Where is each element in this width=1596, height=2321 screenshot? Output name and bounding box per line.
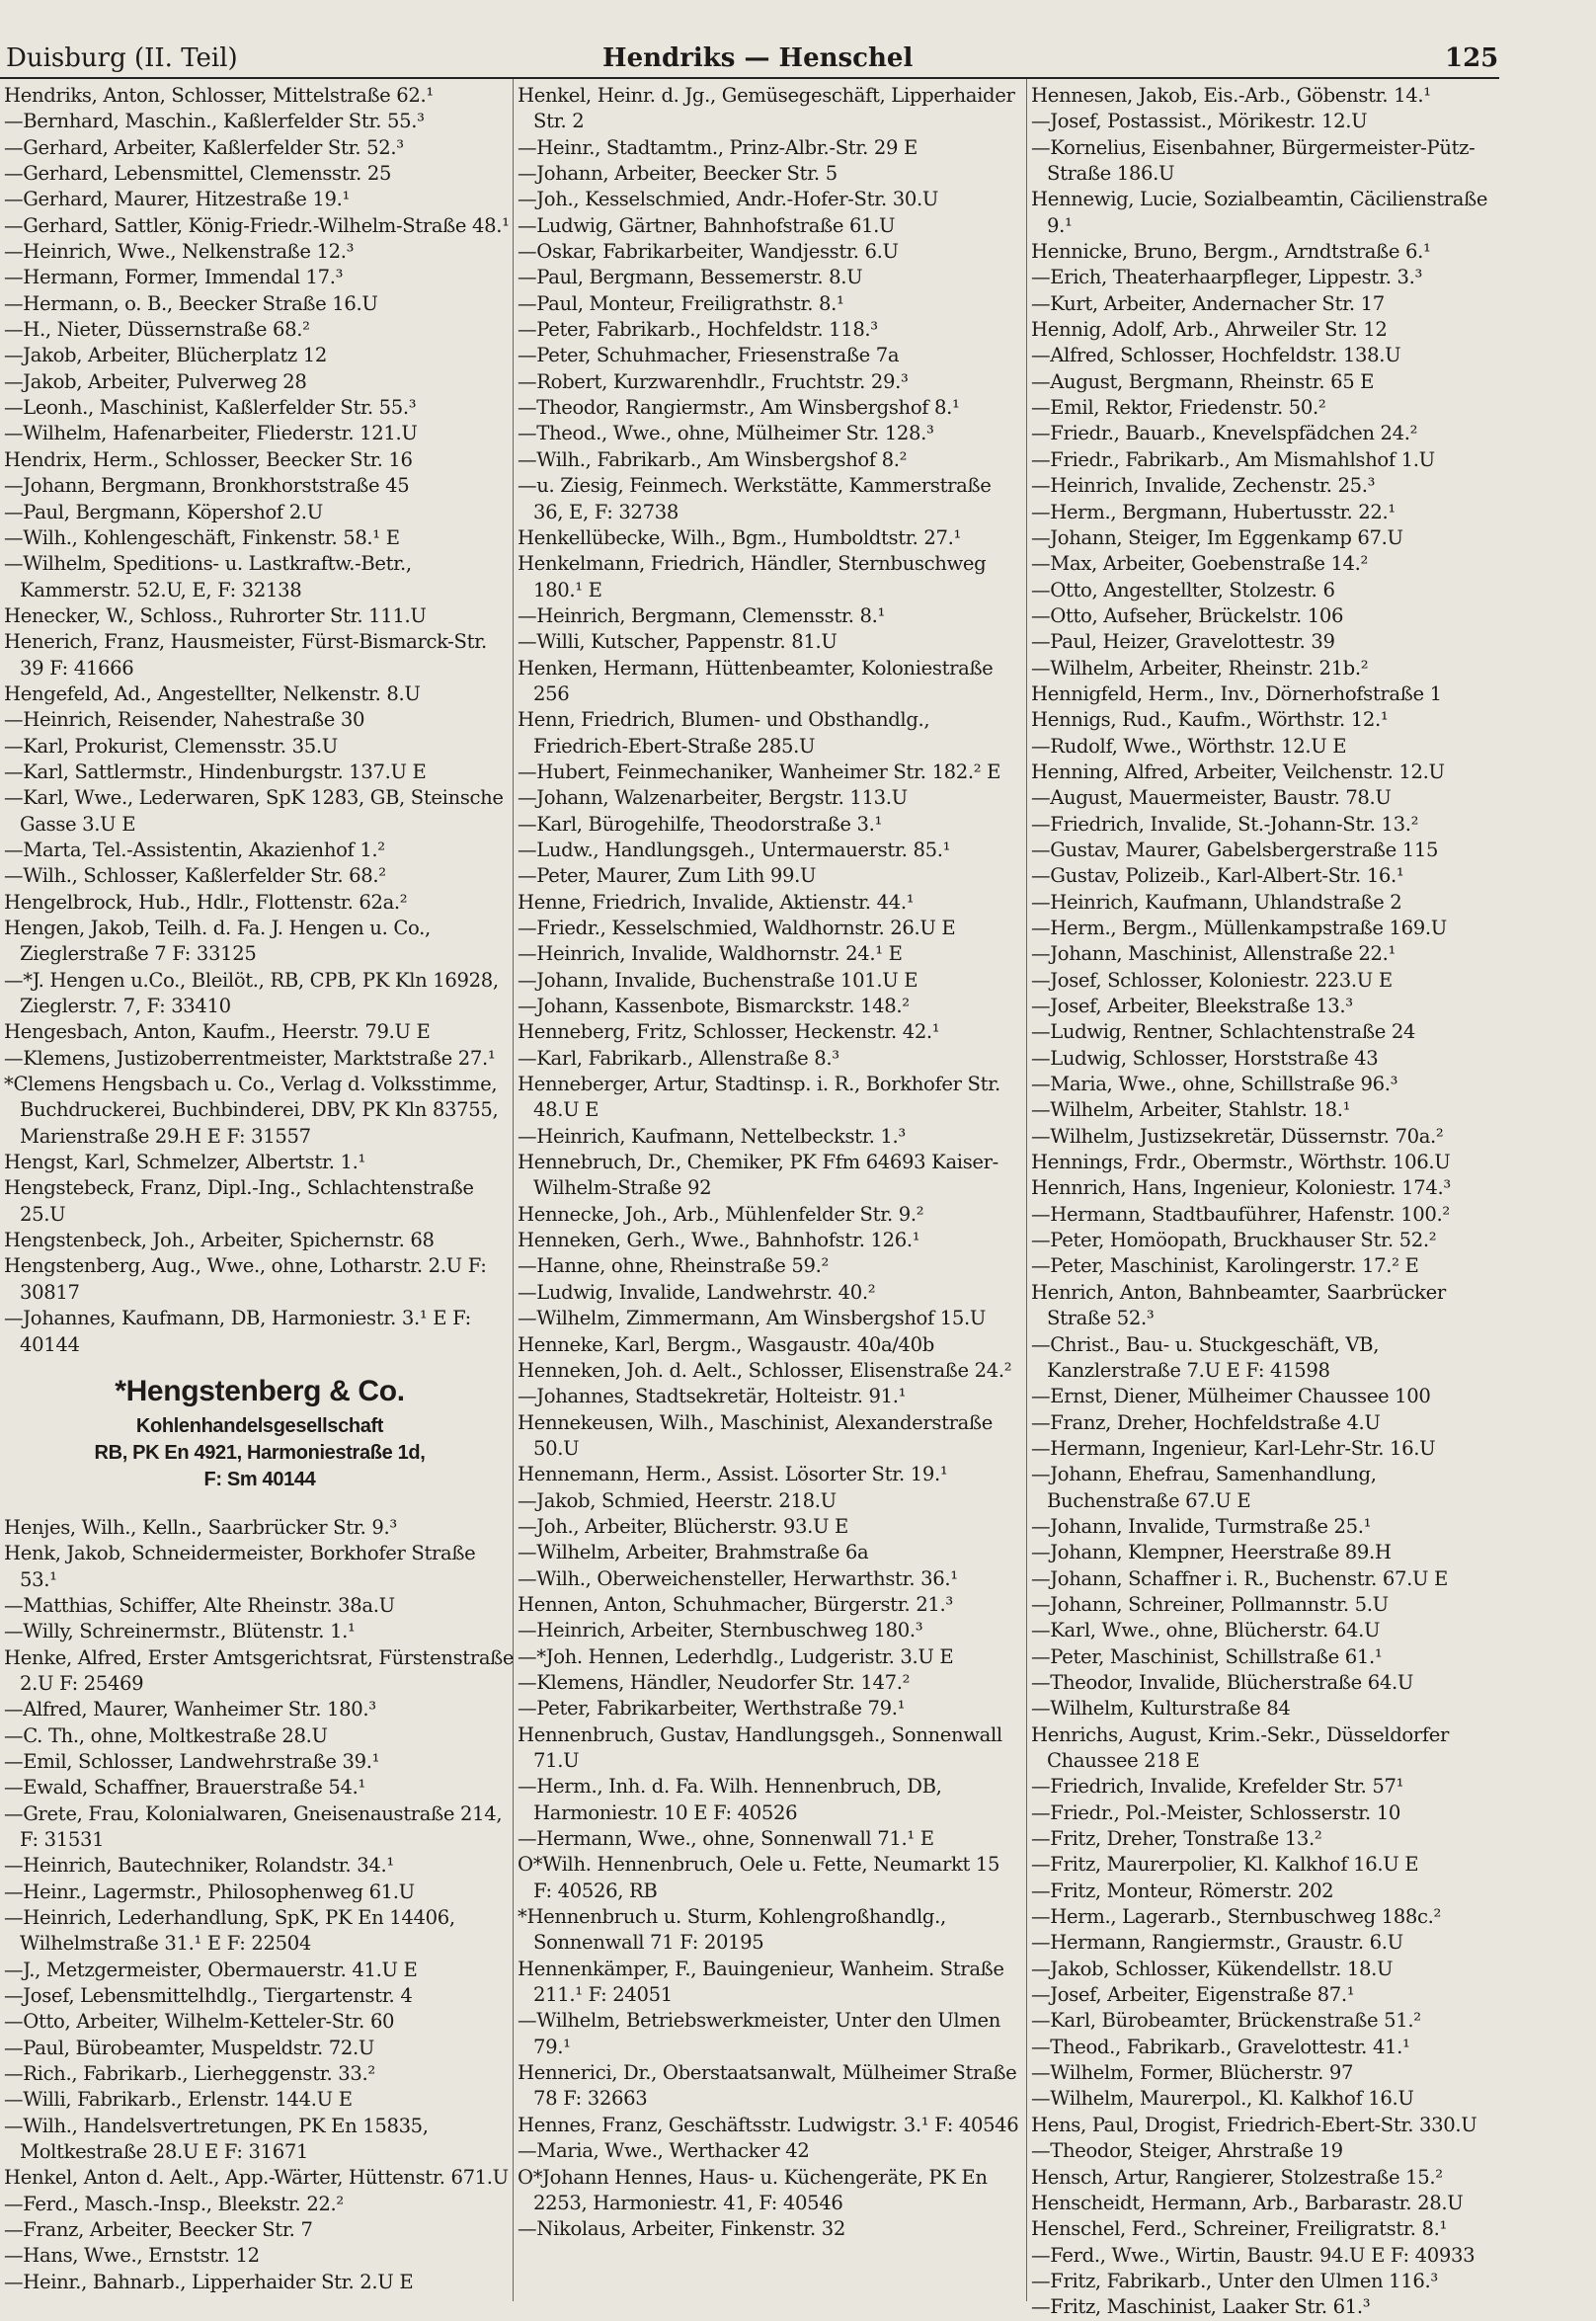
- advertisement-block: [4, 1372, 516, 1493]
- directory-entry: —Maria, Wwe., Werthacker 42: [518, 2139, 810, 2163]
- directory-entry: Henneberg, Fritz, Schlosser, Heckenstr. 42.¹: [518, 1020, 940, 1044]
- directory-entry: —Theodor, Rangiermstr., Am Winsbergshof 8.¹: [518, 396, 960, 420]
- directory-entry: Hensch, Artur, Rangierer, Stolzestraße 15.²: [1031, 2165, 1443, 2189]
- directory-entry: Henrichs, August, Krim.-Sekr., Düsseldorfer Chaussee 218 E: [1031, 1722, 1450, 1772]
- directory-entry: —Johann, Klempner, Heerstraße 89.H: [1031, 1541, 1392, 1564]
- directory-entry: —H., Nieter, Düssernstraße 68.²: [4, 318, 310, 342]
- directory-entry: —u. Ziesig, Feinmech. Werkstätte, Kammerstraße 36, E, F: 32738: [518, 474, 992, 523]
- directory-entry: —Wilh., Fabrikarb., Am Winsbergshof 8.²: [518, 447, 908, 471]
- directory-entry: —Klemens, Justizoberrentmeister, Marktstraße 27.¹: [4, 1046, 496, 1070]
- directory-entry: —J., Metzgermeister, Obermauerstr. 41.U E: [4, 1958, 418, 1981]
- directory-entry: —Heinrich, Invalide, Zechenstr. 25.³: [1031, 474, 1376, 498]
- directory-entry: —Johann, Schreiner, Pollmannstr. 5.U: [1031, 1592, 1389, 1616]
- directory-entry: Henneke, Karl, Bergm., Wasgaustr. 40a/40b: [518, 1332, 934, 1356]
- directory-entry: Hennenbruch, Gustav, Handlungsgeh., Sonnenwall 71.U: [518, 1722, 1002, 1772]
- directory-entry: —Peter, Maschinist, Schillstraße 61.¹: [1031, 1644, 1383, 1668]
- directory-entry: —Gerhard, Maurer, Hitzestraße 19.¹: [4, 188, 351, 211]
- directory-entry: —Kurt, Arbeiter, Andernacher Str. 17: [1031, 291, 1385, 315]
- directory-entry: Hendriks, Anton, Schlosser, Mittelstraße 62.¹: [4, 84, 434, 107]
- directory-entry: —Johann, Bergmann, Bronkhorststraße 45: [4, 474, 410, 498]
- directory-entry: Henneken, Joh. d. Aelt., Schlosser, Elisenstraße 24.²: [518, 1358, 1012, 1382]
- directory-entry: Henning, Alfred, Arbeiter, Veilchenstr. 12.U: [1031, 760, 1445, 783]
- directory-entry: Henerich, Franz, Hausmeister, Fürst-Bismarck-Str. 39 F: 41666: [4, 630, 487, 680]
- directory-entry: —Friedr., Fabrikarb., Am Mismahlshof 1.U: [1031, 447, 1435, 471]
- advertisement-firm-name: *Hengstenberg & Co.: [115, 1374, 405, 1407]
- directory-entry: —Heinrich, Kaufmann, Uhlandstraße 2: [1031, 890, 1402, 914]
- column-3: [1031, 83, 1501, 2321]
- directory-entry: —Karl, Bürobeamter, Brückenstraße 51.²: [1031, 2009, 1421, 2033]
- directory-entry: —Hans, Wwe., Ernststr. 12: [4, 2244, 260, 2268]
- directory-entry: —Paul, Bürobeamter, Muspeldstr. 72.U: [4, 2036, 374, 2059]
- directory-entry: —Theodor, Steiger, Ahrstraße 19: [1031, 2139, 1343, 2163]
- directory-entry: —Erich, Theaterhaarpfleger, Lippestr. 3.³: [1031, 266, 1422, 289]
- directory-entry: Henken, Hermann, Hüttenbeamter, Koloniestraße 256: [518, 656, 994, 705]
- directory-entry: Hennemann, Herm., Assist. Lösorter Str. 19.¹: [518, 1463, 948, 1486]
- directory-entry: —Johann, Kassenbote, Bismarckstr. 148.²: [518, 995, 910, 1018]
- directory-entry: —Peter, Maurer, Zum Lith 99.U: [518, 864, 817, 888]
- directory-entry: —Peter, Schuhmacher, Friesenstraße 7a: [518, 344, 900, 367]
- directory-entry: —Ferd., Wwe., Wirtin, Baustr. 94.U E F: 40933: [1031, 2243, 1476, 2267]
- directory-entry: —Joh., Arbeiter, Blücherstr. 93.U E: [518, 1514, 849, 1538]
- directory-entry: Hennes, Franz, Geschäftsstr. Ludwigstr. 3.¹ F: 40546: [518, 2113, 1019, 2136]
- column-2: [518, 83, 1021, 2243]
- directory-entry: —Gerhard, Arbeiter, Kaßlerfelder Str. 52.³: [4, 135, 404, 159]
- name-range-title: Hendriks — Henschel: [602, 43, 914, 73]
- directory-entry: Hennecke, Joh., Arb., Mühlenfelder Str. 9.²: [518, 1202, 924, 1226]
- directory-entry: Henke, Alfred, Erster Amtsgerichtsrat, Fürstenstraße 2.U F: 25469: [4, 1645, 515, 1695]
- directory-entry: —Herm., Bergmann, Hubertusstr. 22.¹: [1031, 500, 1396, 523]
- directory-entry: —Hanne, ohne, Rheinstraße 59.²: [518, 1254, 829, 1278]
- directory-entry: —Johann, Invalide, Buchenstraße 101.U E: [518, 968, 918, 992]
- directory-entry: —Wilhelm, Betriebswerkmeister, Unter den Ulmen 79.¹: [518, 2009, 1001, 2058]
- directory-entry: Hennenkämper, F., Bauingenieur, Wanheim. Straße 211.¹ F: 24051: [518, 1957, 1004, 2007]
- directory-entry: —Peter, Fabrikarb., Hochfeldstr. 118.³: [518, 318, 878, 342]
- directory-entry: —Rich., Fabrikarb., Lierheggenstr. 33.²: [4, 2062, 375, 2086]
- directory-entry: —Otto, Arbeiter, Wilhelm-Ketteler-Str. 60: [4, 2010, 395, 2034]
- directory-entry: —Wilhelm, Arbeiter, Stahlstr. 18.¹: [1031, 1098, 1351, 1122]
- directory-entry: —Gerhard, Sattler, König-Friedr.-Wilhelm-Straße 48.¹: [4, 213, 510, 237]
- directory-entry: —Ludwig, Invalide, Landwehrstr. 40.²: [518, 1280, 876, 1304]
- directory-entry: —Gerhard, Lebensmittel, Clemensstr. 25: [4, 162, 392, 186]
- directory-entry: —Franz, Dreher, Hochfeldstraße 4.U: [1031, 1410, 1381, 1434]
- directory-entry: Henkellübecke, Wilh., Bgm., Humboldtstr. 27.¹: [518, 525, 961, 549]
- directory-entry: —Paul, Monteur, Freiligrathstr. 8.¹: [518, 291, 844, 315]
- directory-entry: —Alfred, Maurer, Wanheimer Str. 180.³: [4, 1698, 376, 1721]
- directory-entry: —Otto, Aufseher, Brückelstr. 106: [1031, 603, 1344, 627]
- directory-entry: —Emil, Schlosser, Landwehrstraße 39.¹: [4, 1749, 380, 1773]
- directory-entry: —Johann, Steiger, Im Eggenkamp 67.U: [1031, 525, 1403, 549]
- directory-entry: Hennen, Anton, Schuhmacher, Bürgerstr. 21.³: [518, 1592, 953, 1616]
- directory-entry: —Alfred, Schlosser, Hochfeldstr. 138.U: [1031, 344, 1401, 367]
- directory-entry: O*Johann Hennes, Haus- u. Küchengeräte, PK En 2253, Harmoniestr. 41, F: 40546: [518, 2165, 988, 2214]
- directory-entry: Henschel, Ferd., Schreiner, Freiligratstr. 8.¹: [1031, 2217, 1447, 2241]
- directory-entry: —Ludwig, Gärtner, Bahnhofstraße 61.U: [518, 213, 896, 237]
- column-1: [4, 83, 516, 2295]
- directory-entry: —Josef, Schlosser, Koloniestr. 223.U E: [1031, 968, 1393, 992]
- directory-entry: —Ludwig, Schlosser, Horststraße 43: [1031, 1046, 1379, 1070]
- directory-entry: —Robert, Kurzwarenhdlr., Fruchtstr. 29.³: [518, 369, 909, 393]
- page-header: [0, 43, 1499, 79]
- directory-entry: —Heinrich, Wwe., Nelkenstraße 12.³: [4, 240, 355, 264]
- directory-entry: —Kornelius, Eisenbahner, Bürgermeister-Pütz-Straße 186.U: [1031, 135, 1476, 186]
- directory-entry: —Heinrich, Bautechniker, Rolandstr. 34.¹: [4, 1854, 394, 1878]
- directory-entry: —Karl, Bürogehilfe, Theodorstraße 3.¹: [518, 812, 883, 836]
- directory-entry: —Johann, Walzenarbeiter, Bergstr. 113.U: [518, 786, 908, 810]
- directory-entry: —Fritz, Fabrikarb., Unter den Ulmen 116.³: [1031, 2269, 1438, 2292]
- directory-entry: —Herm., Bergm., Müllenkampstraße 169.U: [1031, 917, 1447, 939]
- directory-entry: *Clemens Hengsbach u. Co., Verlag d. Volksstimme, Buchdruckerei, Buchbinderei, DBV, PK Kln 83755, Marienstraße 29.H E F: 31557: [4, 1073, 499, 1148]
- directory-entry: —Friedrich, Invalide, Krefelder Str. 57¹: [1031, 1775, 1404, 1799]
- directory-entry: —Ludwig, Rentner, Schlachtenstraße 24: [1031, 1020, 1416, 1044]
- directory-entry: —Marta, Tel.-Assistentin, Akazienhof 1.²: [4, 838, 385, 861]
- directory-entry: Henjes, Wilh., Kelln., Saarbrücker Str. 9.³: [4, 1515, 397, 1539]
- directory-entry: —Leonh., Maschinist, Kaßlerfelder Str. 55.³: [4, 396, 417, 420]
- directory-entry: —Wilhelm, Justizsekretär, Düssernstr. 70a.²: [1031, 1124, 1444, 1148]
- directory-entry: Henkelmann, Friedrich, Händler, Sternbuschweg 180.¹ E: [518, 552, 987, 601]
- directory-entry: —Johann, Ehefrau, Samenhandlung, Buchenstraße 67.U E: [1031, 1463, 1377, 1512]
- directory-entry: —Karl, Wwe., ohne, Blücherstr. 64.U: [1031, 1619, 1381, 1642]
- directory-entry: —Oskar, Fabrikarbeiter, Wandjesstr. 6.U: [518, 240, 899, 264]
- directory-entry: Hengstenberg, Aug., Wwe., ohne, Lotharstr. 2.U F: 30817: [4, 1254, 487, 1304]
- directory-entry: —Bernhard, Maschin., Kaßlerfelder Str. 55.³: [4, 110, 425, 133]
- directory-entry: Hennigs, Rud., Kaufm., Wörthstr. 12.¹: [1031, 708, 1389, 732]
- directory-entry: Henkel, Anton d. Aelt., App.-Wärter, Hüttenstr. 671.U: [4, 2166, 509, 2190]
- directory-entry: Hengen, Jakob, Teilh. d. Fa. J. Hengen u. Co., Zieglerstraße 7 F: 33125: [4, 917, 431, 966]
- directory-entry: —Josef, Arbeiter, Eigenstraße 87.¹: [1031, 1983, 1355, 2007]
- directory-entry: —Johann, Schaffner i. R., Buchenstr. 67.U E: [1031, 1566, 1448, 1590]
- directory-entry: Hennerici, Dr., Oberstaatsanwalt, Mülheimer Straße 78 F: 32663: [518, 2061, 1017, 2111]
- directory-entry: Hennigfeld, Herm., Inv., Dörnerhofstraße 1: [1031, 681, 1442, 705]
- directory-entry: —Friedrich, Invalide, St.-Johann-Str. 13.²: [1031, 812, 1419, 836]
- directory-entry: —Hermann, Stadtbauführer, Hafenstr. 100.²: [1031, 1202, 1450, 1226]
- directory-entry: —*J. Hengen u.Co., Bleilöt., RB, CPB, PK Kln 16928, Zieglerstr. 7, F: 33410: [4, 968, 499, 1018]
- directory-entry: —Friedr., Pol.-Meister, Schlosserstr. 10: [1031, 1801, 1400, 1824]
- directory-entry: —Heinr., Lagermstr., Philosophenweg 61.U: [4, 1880, 415, 1903]
- directory-entry: Henne, Friedrich, Invalide, Aktienstr. 44.¹: [518, 890, 915, 914]
- directory-entry: —Franz, Arbeiter, Beecker Str. 7: [4, 2218, 313, 2242]
- directory-entry: —Wilhelm, Arbeiter, Rheinstr. 21b.²: [1031, 656, 1369, 680]
- directory-entry: Hens, Paul, Drogist, Friedrich-Ebert-Str. 330.U: [1031, 2113, 1477, 2136]
- directory-entry: —August, Bergmann, Rheinstr. 65 E: [1031, 369, 1375, 393]
- directory-entry: —Gustav, Maurer, Gabelsbergerstraße 115: [1031, 838, 1439, 861]
- directory-entry: —Karl, Sattlermstr., Hindenburgstr. 137.U E: [4, 760, 427, 783]
- directory-entry: —Ernst, Diener, Mülheimer Chaussee 100: [1031, 1385, 1431, 1408]
- directory-entry: —Klemens, Händler, Neudorfer Str. 147.²: [518, 1670, 911, 1694]
- directory-entry: —Josef, Arbeiter, Bleekstraße 13.³: [1031, 995, 1353, 1018]
- directory-entry: —Willy, Schreinermstr., Blütenstr. 1.¹: [4, 1620, 356, 1643]
- directory-entry: —Josef, Postassist., Mörikestr. 12.U: [1031, 110, 1368, 133]
- directory-entry: —Matthias, Schiffer, Alte Rheinstr. 38a.U: [4, 1593, 395, 1617]
- directory-entry: —Hermann, o. B., Beecker Straße 16.U: [4, 291, 378, 315]
- directory-entry: —Heinr., Bahnarb., Lipperhaider Str. 2.U E: [4, 2270, 414, 2293]
- directory-entry: —Heinrich, Invalide, Waldhornstr. 24.¹ E: [518, 942, 903, 966]
- directory-entry: —August, Mauermeister, Baustr. 78.U: [1031, 786, 1392, 810]
- directory-entry: Hengst, Karl, Schmelzer, Albertstr. 1.¹: [4, 1151, 365, 1174]
- directory-entry: —Karl, Prokurist, Clemensstr. 35.U: [4, 734, 338, 758]
- directory-entry: *Hennenbruch u. Sturm, Kohlengroßhandlg., Sonnenwall 71 F: 20195: [518, 1905, 946, 1955]
- directory-entry: —Wilh., Handelsvertretungen, PK En 15835, Moltkestraße 28.U E F: 31671: [4, 2114, 429, 2164]
- directory-entry: —Johann, Arbeiter, Beecker Str. 5: [518, 162, 838, 186]
- directory-entry: —Wilhelm, Former, Blücherstr. 97: [1031, 2061, 1354, 2085]
- directory-entry: —Fritz, Maurerpolier, Kl. Kalkhof 16.U E: [1031, 1853, 1419, 1877]
- directory-entry: —Wilhelm, Zimmermann, Am Winsbergshof 15.U: [518, 1307, 987, 1330]
- directory-entry: —Christ., Bau- u. Stuckgeschäft, VB, Kanzlerstraße 7.U E F: 41598: [1031, 1332, 1380, 1382]
- directory-entry: —Friedr., Kesselschmied, Waldhornstr. 26.U E: [518, 917, 956, 939]
- directory-entry: —Wilhelm, Arbeiter, Brahmstraße 6a: [518, 1541, 869, 1564]
- directory-entry: —Josef, Lebensmittelhdlg., Tiergartenstr. 4: [4, 1984, 413, 2008]
- directory-entry: Hennewig, Lucie, Sozialbeamtin, Cäcilienstraße 9.¹: [1031, 188, 1488, 237]
- directory-entry: —Nikolaus, Arbeiter, Finkenstr. 32: [518, 2217, 846, 2241]
- directory-entry: Hengstenbeck, Joh., Arbeiter, Spichernstr. 68: [4, 1229, 435, 1252]
- directory-entry: Hendrix, Herm., Schlosser, Beecker Str. 16: [4, 447, 413, 471]
- directory-entry: —Jakob, Arbeiter, Blücherplatz 12: [4, 344, 327, 367]
- directory-entry: —Heinrich, Reisender, Nahestraße 30: [4, 708, 365, 732]
- directory-entry: Henneken, Gerh., Wwe., Bahnhofstr. 126.¹: [518, 1229, 920, 1252]
- directory-entry: O*Wilh. Hennenbruch, Oele u. Fette, Neumarkt 15 F: 40526, RB: [518, 1853, 1000, 1902]
- directory-entry: —Fritz, Monteur, Römerstr. 202: [1031, 1879, 1334, 1902]
- directory-entry: —Jakob, Arbeiter, Pulverweg 28: [4, 369, 307, 393]
- directory-entry: —Hermann, Former, Immendal 17.³: [4, 266, 344, 289]
- directory-entry: —Wilhelm, Maurerpol., Kl. Kalkhof 16.U: [1031, 2087, 1414, 2111]
- directory-entry: Henk, Jakob, Schneidermeister, Borkhofer Straße 53.¹: [4, 1542, 476, 1591]
- city-part-label: Duisburg (II. Teil): [6, 43, 238, 73]
- directory-entry: —Gustav, Polizeib., Karl-Albert-Str. 16.¹: [1031, 864, 1404, 888]
- directory-entry: —Wilhelm, Speditions- u. Lastkraftw.-Betr., Kammerstr. 52.U, E, F: 32138: [4, 552, 412, 601]
- directory-entry: Hennig, Adolf, Arb., Ahrweiler Str. 12: [1031, 318, 1388, 342]
- directory-entry: —Rudolf, Wwe., Wörthstr. 12.U E: [1031, 734, 1347, 758]
- directory-entry: Hengefeld, Ad., Angestellter, Nelkenstr. 8.U: [4, 681, 421, 705]
- directory-entry: —Max, Arbeiter, Goebenstraße 14.²: [1031, 552, 1369, 576]
- directory-entry: Hennekeusen, Wilh., Maschinist, Alexanderstraße 50.U: [518, 1410, 993, 1460]
- directory-entry: —Hermann, Ingenieur, Karl-Lehr-Str. 16.U: [1031, 1436, 1436, 1460]
- directory-entry: —Karl, Fabrikarb., Allenstraße 8.³: [518, 1046, 839, 1070]
- directory-entry: —Herm., Inh. d. Fa. Wilh. Hennenbruch, DB, Harmoniestr. 10 E F: 40526: [518, 1775, 942, 1824]
- directory-entry: —Johann, Invalide, Turmstraße 25.¹: [1031, 1514, 1372, 1538]
- directory-entry: Henneberger, Artur, Stadtinsp. i. R., Borkhofer Str. 48.U E: [518, 1073, 1000, 1122]
- directory-entry: —Willi, Kutscher, Pappenstr. 81.U: [518, 630, 838, 654]
- directory-entry: —Jakob, Schlosser, Kükendellstr. 18.U: [1031, 1957, 1394, 1980]
- directory-entry: —*Joh. Hennen, Lederhdlg., Ludgeristr. 3.U E: [518, 1644, 954, 1668]
- directory-entry: —Hubert, Feinmechaniker, Wanheimer Str. 182.² E: [518, 760, 1001, 783]
- directory-entry: —Heinr., Stadtamtm., Prinz-Albr.-Str. 29 E: [518, 135, 918, 159]
- directory-entry: Henscheidt, Hermann, Arb., Barbarastr. 28.U: [1031, 2191, 1464, 2214]
- directory-entry: —Wilhelm, Hafenarbeiter, Fliederstr. 121.U: [4, 422, 418, 445]
- directory-entry: —Fritz, Dreher, Tonstraße 13.²: [1031, 1827, 1322, 1851]
- directory-entry: —Peter, Maschinist, Karolingerstr. 17.² E: [1031, 1254, 1419, 1278]
- directory-entry: —Ludw., Handlungsgeh., Untermauerstr. 85.¹: [518, 838, 951, 861]
- directory-entry: —Peter, Homöopath, Bruckhauser Str. 52.²: [1031, 1229, 1437, 1252]
- directory-entry: —Grete, Frau, Kolonialwaren, Gneisenaustraße 214, F: 31531: [4, 1801, 503, 1851]
- directory-entry: —Theod., Wwe., ohne, Mülheimer Str. 128.³: [518, 422, 934, 445]
- directory-entry: —Johannes, Kaufmann, DB, Harmoniestr. 3.¹ E F: 40144: [4, 1307, 471, 1356]
- advertisement-line: F: Sm 40144: [203, 1468, 316, 1490]
- directory-entry: —Heinrich, Bergmann, Clemensstr. 8.¹: [518, 603, 885, 627]
- directory-entry: —Peter, Fabrikarbeiter, Werthstraße 79.¹: [518, 1697, 906, 1721]
- directory-entry: Hengelbrock, Hub., Hdlr., Flottenstr. 62a.²: [4, 890, 408, 914]
- directory-entry: —Joh., Kesselschmied, Andr.-Hofer-Str. 30.U: [518, 188, 938, 211]
- directory-entry: —Johann, Maschinist, Allenstraße 22.¹: [1031, 942, 1396, 966]
- directory-entry: —Karl, Wwe., Lederwaren, SpK 1283, GB, Steinsche Gasse 3.U E: [4, 786, 504, 836]
- advertisement-line: RB, PK En 4921, Harmoniestraße 1d,: [94, 1441, 426, 1464]
- directory-entry: —Heinrich, Lederhandlung, SpK, PK En 14406, Wilhelmstraße 31.¹ E F: 22504: [4, 1906, 455, 1956]
- directory-entry: —Emil, Rektor, Friedenstr. 50.²: [1031, 396, 1326, 420]
- directory-entry: —Jakob, Schmied, Heerstr. 218.U: [518, 1488, 837, 1512]
- directory-entry: —Herm., Lagerarb., Sternbuschweg 188c.²: [1031, 1905, 1442, 1929]
- directory-entry: —Heinrich, Kaufmann, Nettelbeckstr. 1.³: [518, 1124, 906, 1148]
- directory-entry: —Willi, Fabrikarb., Erlenstr. 144.U E: [4, 2088, 353, 2112]
- directory-entry: —Wilh., Oberweichensteller, Herwarthstr. 36.¹: [518, 1566, 958, 1590]
- directory-entry: —Wilh., Schlosser, Kaßlerfelder Str. 68.²: [4, 864, 386, 888]
- advertisement-line: Kohlenhandelsgesellschaft: [135, 1414, 384, 1437]
- page-number: 125: [1445, 43, 1499, 73]
- directory-entry: —Theodor, Invalide, Blücherstraße 64.U: [1031, 1670, 1414, 1694]
- directory-entry: Hennicke, Bruno, Bergm., Arndtstraße 6.¹: [1031, 240, 1431, 264]
- directory-entry: Hennesen, Jakob, Eis.-Arb., Göbenstr. 14.¹: [1031, 84, 1431, 107]
- directory-entry: Hennrich, Hans, Ingenieur, Koloniestr. 174.³: [1031, 1176, 1451, 1200]
- directory-entry: —Hermann, Rangiermstr., Graustr. 6.U: [1031, 1931, 1403, 1955]
- directory-entry: Hennings, Frdr., Obermstr., Wörthstr. 106.U: [1031, 1151, 1451, 1174]
- directory-entry: —Friedr., Bauarb., Knevelspfädchen 24.²: [1031, 422, 1418, 445]
- directory-entry: Henrich, Anton, Bahnbeamter, Saarbrücker Straße 52.³: [1031, 1280, 1446, 1330]
- directory-entry: —Theod., Fabrikarb., Gravelottestr. 41.¹: [1031, 2035, 1410, 2058]
- directory-entry: —Paul, Bergmann, Bessemerstr. 8.U: [518, 266, 863, 289]
- directory-entry: —Hermann, Wwe., ohne, Sonnenwall 71.¹ E: [518, 1827, 934, 1851]
- directory-entry: —Heinrich, Arbeiter, Sternbuschweg 180.³: [518, 1619, 923, 1642]
- column-divider: [1026, 79, 1027, 2301]
- directory-entry: —Wilhelm, Kulturstraße 84: [1031, 1697, 1291, 1721]
- directory-entry: —Paul, Heizer, Gravelottestr. 39: [1031, 630, 1335, 654]
- directory-entry: Hengesbach, Anton, Kaufm., Heerstr. 79.U E: [4, 1020, 431, 1044]
- directory-entry: —Fritz, Maschinist, Laaker Str. 61.³: [1031, 2295, 1371, 2319]
- directory-entry: —Maria, Wwe., ohne, Schillstraße 96.³: [1031, 1073, 1398, 1096]
- directory-entry: —C. Th., ohne, Moltkestraße 28.U: [4, 1723, 328, 1747]
- directory-entry: Henkel, Heinr. d. Jg., Gemüsegeschäft, Lipperhaider Str. 2: [518, 84, 1015, 133]
- directory-entry: Henn, Friedrich, Blumen- und Obsthandlg., Friedrich-Ebert-Straße 285.U: [518, 708, 930, 758]
- directory-entry: Hengstebeck, Franz, Dipl.-Ing., Schlachtenstraße 25.U: [4, 1176, 474, 1226]
- directory-entry: —Johannes, Stadtsekretär, Holteistr. 91.¹: [518, 1385, 907, 1408]
- directory-entry: —Wilh., Kohlengeschäft, Finkenstr. 58.¹ E: [4, 525, 400, 549]
- directory-entry: —Paul, Bergmann, Köpershof 2.U: [4, 500, 323, 523]
- directory-entry: —Ferd., Masch.-Insp., Bleekstr. 22.²: [4, 2192, 344, 2215]
- directory-entry: Henecker, W., Schloss., Ruhrorter Str. 111.U: [4, 603, 427, 627]
- directory-entry: Hennebruch, Dr., Chemiker, PK Ffm 64693 Kaiser-Wilhelm-Straße 92: [518, 1151, 998, 1200]
- directory-entry: —Otto, Angestellter, Stolzestr. 6: [1031, 578, 1335, 601]
- directory-entry: —Ewald, Schaffner, Brauerstraße 54.¹: [4, 1776, 366, 1800]
